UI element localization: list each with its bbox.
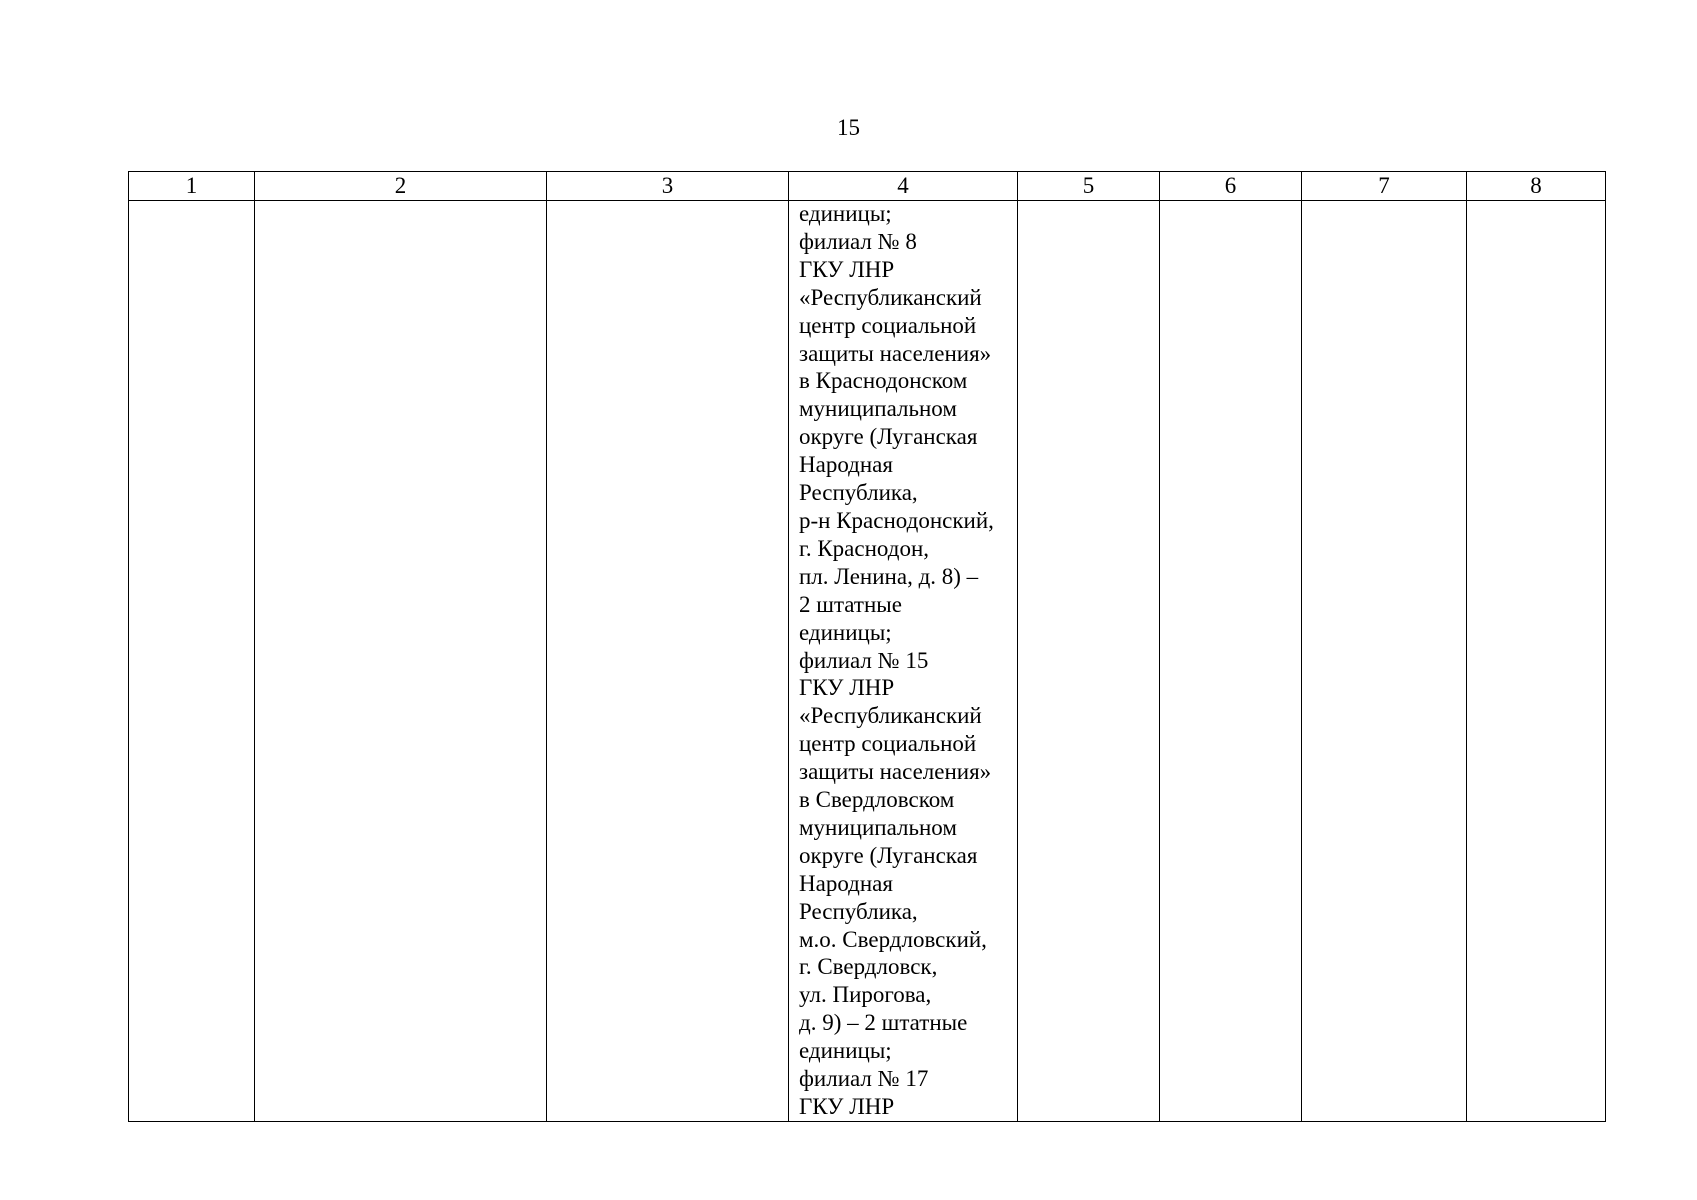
table-row (129, 201, 1606, 1122)
col4-text-line: «Республиканский (799, 703, 982, 729)
column-header-4: 4 (789, 172, 1018, 201)
col4-text-line: Народная (799, 870, 893, 896)
table-cell-col6 (1160, 201, 1302, 1122)
page-number: 15 (837, 115, 860, 140)
table-cell-col7 (1302, 201, 1467, 1122)
col4-text-line: ГКУ ЛНР (799, 1094, 895, 1119)
col4-text-line: Республика, (799, 480, 918, 506)
col4-text-line: д. 9) – 2 штатные (799, 1010, 968, 1036)
column-header-1: 1 (129, 172, 255, 201)
column-header-3: 3 (547, 172, 789, 201)
col4-text-line: г. Свердловск, (799, 954, 938, 980)
col4-text-line: центр социальной (799, 731, 977, 757)
col4-text-line: муниципальном (799, 814, 957, 840)
col4-text-line: округе (Луганская (799, 842, 978, 868)
table-cell-col1 (129, 201, 255, 1122)
col4-text-line: защиты населения» (799, 759, 992, 785)
table-cell-col3 (547, 201, 789, 1122)
table-cell-col5 (1018, 201, 1160, 1122)
col4-text-line: округе (Луганская (799, 424, 978, 450)
column-header-7: 7 (1302, 172, 1467, 201)
col4-text-line: в Свердловском (799, 787, 955, 813)
column-header-5: 5 (1018, 172, 1160, 201)
col4-text-line: пл. Ленина, д. 8) – (799, 563, 979, 589)
column-header-8: 8 (1467, 172, 1606, 201)
table-cell-col4 (789, 201, 1018, 1122)
col4-text-line: центр социальной (799, 312, 977, 338)
col4-text-line: единицы; (799, 619, 892, 645)
col4-text-line: Народная (799, 452, 893, 478)
table-header-row (129, 172, 1606, 201)
col4-text-line: 2 штатные (799, 591, 902, 617)
col4-text-block (789, 200, 1017, 1121)
col4-text-line: «Республиканский (799, 284, 982, 310)
col4-text-line: р-н Краснодонский, (799, 507, 994, 533)
col4-text-line: единицы; (799, 201, 892, 226)
col4-text-line: ГКУ ЛНР (799, 675, 895, 701)
col4-text-line: м.о. Свердловский, (799, 926, 987, 952)
col4-text-line: Республика, (799, 898, 918, 924)
column-header-2: 2 (255, 172, 547, 201)
col4-text-line: ул. Пирогова, (799, 982, 932, 1008)
column-header-6: 6 (1160, 172, 1302, 201)
col4-text-line: филиал № 15 (799, 647, 929, 673)
col4-text-line: филиал № 8 (799, 228, 917, 254)
col4-text-line: г. Краснодон, (799, 535, 930, 561)
document-table (128, 171, 1606, 1122)
table-cell-col8 (1467, 201, 1606, 1122)
col4-text-line: защиты населения» (799, 340, 992, 366)
col4-text-line: ГКУ ЛНР (799, 256, 895, 282)
col4-text-line: филиал № 17 (799, 1066, 929, 1092)
col4-text-line: в Краснодонском (799, 368, 968, 394)
table-cell-col2 (255, 201, 547, 1122)
col4-text-line: муниципальном (799, 396, 957, 422)
col4-text-line: единицы; (799, 1038, 892, 1064)
